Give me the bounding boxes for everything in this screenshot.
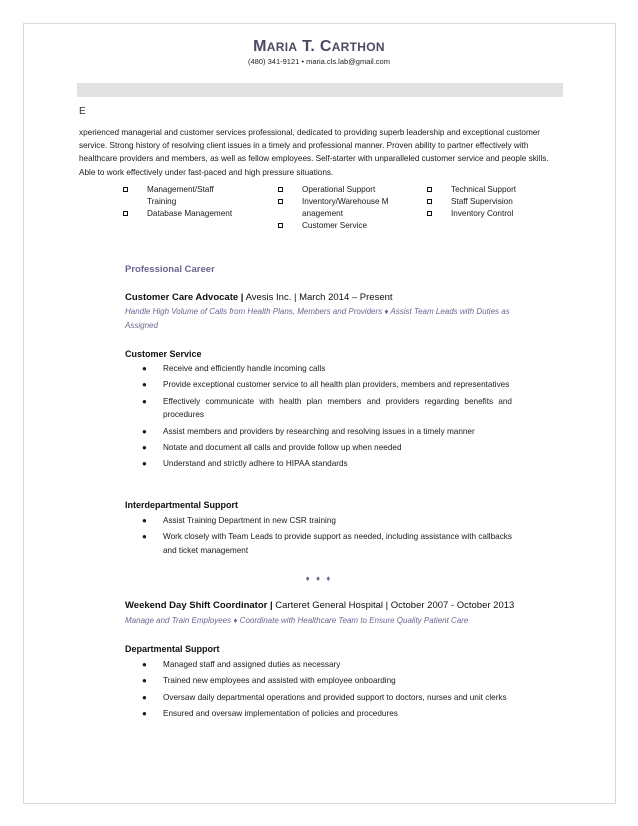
skill-item: Database Management: [123, 208, 233, 220]
section-divider-diamonds: ♦ ♦ ♦: [305, 574, 333, 583]
skill-item: Inventory Control: [427, 208, 557, 220]
skills-column-2: [278, 184, 390, 232]
skill-item: Inventory/Warehouse Management: [278, 196, 390, 220]
summary-text: xperienced managerial and customer services professional, dedicated to providing superb leadership and exceptional customer service. Strong history of resolving client issues in a timely and professional manner. Proven ability to partner effectively with healthcare providers and members, as well as fellow employees. Self-starter with unparalleled customer service and people skills. Able to work effectively under fast-paced and high pressure situations.: [79, 128, 549, 177]
checkbox-bullet-icon: [427, 211, 432, 216]
candidate-name: MARIA T. CARTHON: [253, 38, 385, 55]
bullet-icon: ●: [142, 364, 147, 373]
bullet-icon: ●: [142, 532, 147, 542]
skill-item: Management/Staff Training: [123, 184, 233, 208]
list-item: ● Work closely with Team Leads to provide support as needed, including assistance with callbacks and ticket management: [142, 532, 512, 555]
job-subtitle-2: Manage and Train Employees ♦ Coordinate with Healthcare Team to Ensure Quality Patient Care: [125, 616, 469, 625]
bullet-icon: ●: [142, 459, 147, 469]
section-title-professional-career: Professional Career: [125, 264, 215, 275]
skill-item: Customer Service: [278, 220, 390, 232]
skill-item: Technical Support: [427, 184, 557, 196]
list-item: ● Oversaw daily departmental operations and provided support to doctors, nurses and unit clerks: [142, 691, 512, 704]
bullet-icon: ●: [142, 516, 147, 525]
bullet-icon: ●: [142, 380, 147, 390]
bullet-icon: ●: [142, 676, 147, 686]
checkbox-bullet-icon: [427, 199, 432, 204]
list-item: ● Effectively communicate with health plan members and providers regarding benefits and procedures: [142, 396, 512, 420]
subsection-heading-departmental-support: Departmental Support: [125, 644, 220, 654]
contact-info: (480) 341-9121 • maria.cls.lab@gmail.com: [248, 57, 390, 66]
bullet-icon: ●: [142, 660, 147, 669]
checkbox-bullet-icon: [278, 223, 283, 228]
bullet-list-customer-service: [142, 362, 512, 474]
summary-initial: E: [79, 106, 86, 117]
bullet-icon: ●: [142, 709, 147, 719]
bullet-icon: ●: [142, 426, 147, 436]
subsection-heading-interdepartmental-support: Interdepartmental Support: [125, 500, 239, 510]
list-item: ● Managed staff and assigned duties as necessary: [142, 658, 512, 671]
checkbox-bullet-icon: [278, 199, 283, 204]
subsection-heading-customer-service: Customer Service: [125, 349, 202, 359]
checkbox-bullet-icon: [427, 187, 432, 192]
skill-item: Staff Supervision: [427, 196, 557, 208]
bullet-list-departmental-support: [142, 658, 512, 724]
job-title-1: Customer Care Advocate | Avesis Inc. | March 2014 – Present: [125, 292, 393, 303]
header-divider-bar: [77, 83, 563, 97]
list-item: ● Provide exceptional customer service to all health plan providers, members and representatives: [142, 378, 512, 391]
list-item: ● Ensured and oversaw implementation of policies and procedures: [142, 707, 512, 720]
list-item: ● Understand and strictly adhere to HIPAA standards: [142, 457, 512, 470]
skills-column-3: [427, 184, 557, 220]
checkbox-bullet-icon: [123, 211, 128, 216]
list-item: ● Notate and document all calls and provide follow up when needed: [142, 441, 512, 454]
job-subtitle-1: Handle High Volume of Calls from Health Plans, Members and Providers ♦ Assist Team Leads with Duties as Assigned: [125, 307, 510, 330]
list-item: ● Receive and efficiently handle incoming calls: [142, 362, 512, 375]
list-item: ● Assist members and providers by researching and resolving issues in a timely manner: [142, 425, 512, 438]
skills-column-1: [123, 184, 233, 220]
checkbox-bullet-icon: [278, 187, 283, 192]
bullet-list-interdepartmental-support: [142, 514, 512, 560]
job-title-2: Weekend Day Shift Coordinator | Carteret General Hospital | October 2007 - October 2013: [125, 600, 515, 611]
skill-item: Operational Support: [278, 184, 390, 196]
bullet-icon: ●: [142, 443, 147, 453]
checkbox-bullet-icon: [123, 187, 128, 192]
bullet-icon: ●: [142, 396, 147, 406]
list-item: ● Trained new employees and assisted with employee onboarding: [142, 674, 512, 687]
bullet-icon: ●: [142, 692, 147, 702]
list-item: ● Assist Training Department in new CSR training: [142, 514, 512, 527]
